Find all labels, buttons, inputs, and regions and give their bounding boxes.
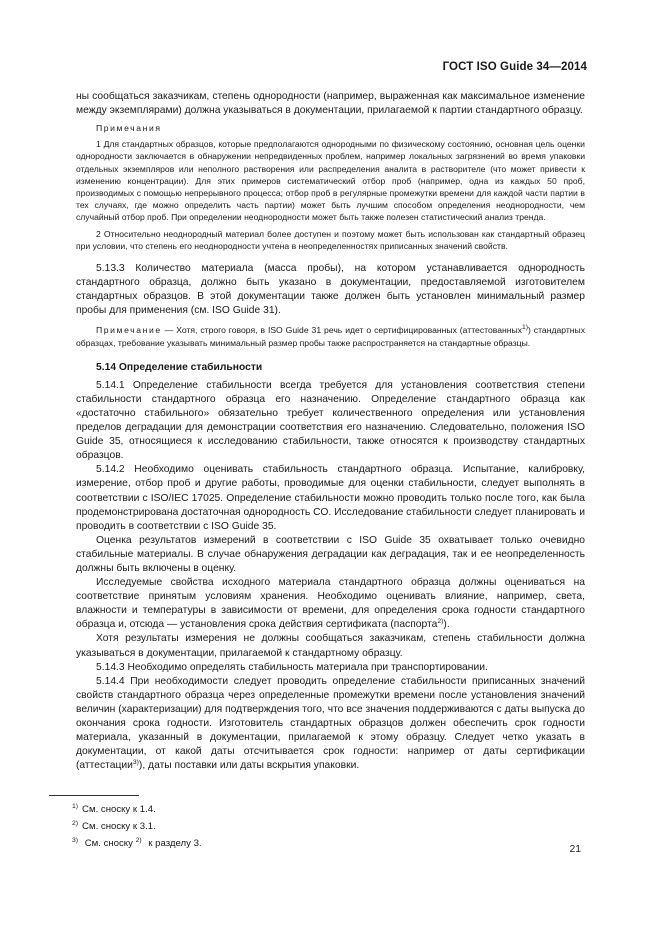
footnotes [72,804,202,855]
paragraph-properties-b: ). [443,619,450,631]
footnote-1-text: См. сноску к 1.4. [82,804,156,815]
paragraph-properties [76,576,585,632]
footnote-3-mark: 3) [72,837,79,844]
footnote-3 [72,838,202,850]
note-3-text-b: ) стандартных образцах, требование указывать минимальный размер пробы также распространяется на стандартные образцы. [76,325,585,348]
note-2: 2 Относительно неоднородный материал более доступен и поэтому может быть использован как стандартный образец при условии, что степень его неоднородности учтена в неопределенностях приписанных значений свойств. [76,228,585,251]
footnote-ref-2: 2) [437,618,444,626]
notes-heading: Примечания [96,123,162,134]
footnote-ref-1: 1) [521,324,528,332]
paragraph-5-14-4 [76,675,585,774]
main-content [76,90,585,773]
document-header: ГОСТ ISO Guide 34—2014 [442,61,587,73]
paragraph-results: Хотя результаты измерения не должны сообщаться заказчикам, степень стабильности должна указываться в документации, прилагаемой к стандартному образцу. [76,633,585,659]
footnote-2-text: См. сноску к 3.1. [82,821,156,832]
footnote-1-mark: 1) [72,803,79,810]
paragraph-evaluation: Оценка результатов измерений в соответствии с ISO Guide 35 охватывает только очевидно стабильные материалы. В случае обнаружения деградации как деградация, так и ее неопределенность должны быть включены в оценку. [76,534,585,575]
paragraph-intro: ны сообщаться заказчикам, степень однородности (например, выраженная как максимальное изменение между экземплярами) должна указываться в документации, прилагаемой к партии стандартного образцу. [76,91,585,117]
note-3-label: Примечание [96,325,162,336]
footnote-3-text: См. сноску [82,838,136,849]
note-3 [76,324,585,348]
paragraph-5-14-4-b: ), даты поставки или даты вскрытия упаковки. [138,760,360,772]
footnote-3-inner-mark: 2) [135,837,142,844]
paragraph-properties-a: Исследуемые свойства исходного материала стандартного образца должны оцениваться на соответствие принятым условиям хранения. Необходимо оценивать влияние, например, света, влажности и температуры в зависимости от времени, для определения срока годности стандартного образца и, отсюда — установления срока действия сертификата (паспорта [76,577,585,631]
paragraph-5-14-3: 5.14.3 Необходимо определять стабильность материала при транспортировании. [96,661,488,673]
paragraph-5-14-2: 5.14.2 Необходимо оценивать стабильность стандартного образца. Испытание, калибровку, измерение, отбор проб и другие работы, проводимые для оценки стабильности, следует выполнять в соответствии с ISO/IEC 17025. Определение стабильности можно проводить только после того, как была продемонстрирована достаточная однородность СО. Исследование стабильности следует планировать и проводить в соответствии с ISO Guide 35. [76,464,585,532]
footnote-divider [49,795,139,796]
note-1: 1 Для стандартных образцов, которые предполагаются однородными по физическому состоянию, основная цель оценки однородности заключается в обнаружении непредвиденных проблем, например локальных загрязнений во время упаковки отдельных экземпляров или неполного растворения или распределения аналита в растворителе (что может привести к изменению концентрации). Для этих примеров систематический отбор проб (например, одна из каждых 50 проб, производимых с помощью непрерывного процесса; отбор проб в регулярные промежутки времени для каждой части партии в тех случаях, где можно определить часть партии) может быть лучшим способом определения неоднородности, чем случайный отбор проб. При определении неоднородности может быть также полезен статистический анализ тренда. [76,139,585,223]
paragraph-5-14-1: 5.14.1 Определение стабильности всегда требуется для установления соответствия степени стабильности стандартного образца его назначению. Определение стандартного образца как «достаточно стабильного» обязательно требует количественного определения или установления пределов деградации для демонстрации соответствия его назначению. Следовательно, положения ISO Guide 35, относящиеся к исследованию стабильности, также относятся к производству стандартных образцов. [76,379,585,462]
section-heading-5-14: 5.14 Определение стабильности [96,361,263,373]
footnote-ref-3: 3) [132,759,139,767]
page-number: 21 [569,844,581,855]
footnote-2-mark: 2) [72,820,79,827]
footnote-2 [72,821,202,833]
footnote-3-text-end: к разделу 3. [145,838,202,849]
footnote-1 [72,804,202,816]
note-3-text-a: — Хотя, строго говоря, в ISO Guide 31 речь идет о сертифицированных (аттестованных [161,325,522,336]
paragraph-5-13-3: 5.13.3 Количество материала (масса пробы), на котором устанавливается однородность стандартного образца, должно быть указано в документации, предоставляемой изготовителем стандартных образцов. В этой документации также должен быть установлен минимальный размер пробы для применения (см. ISO Guide 31). [76,263,585,317]
paragraph-5-14-4-a: 5.14.4 При необходимости следует проводить определение стабильности приписанных значений свойств стандартного образца через определенные промежутки времени после установления значений величин (характеризации) для подтверждения того, что все значения поддерживаются с даты выпуска до окончания срока годности. Изготовитель стандартных образцов должен обеспечить срок годности материала, указанный в документации, прилагаемой к этому образцу. Следует четко указать в документации, от какой даты отсчитывается срок годности: например от даты сертификации (аттестации [76,675,585,772]
